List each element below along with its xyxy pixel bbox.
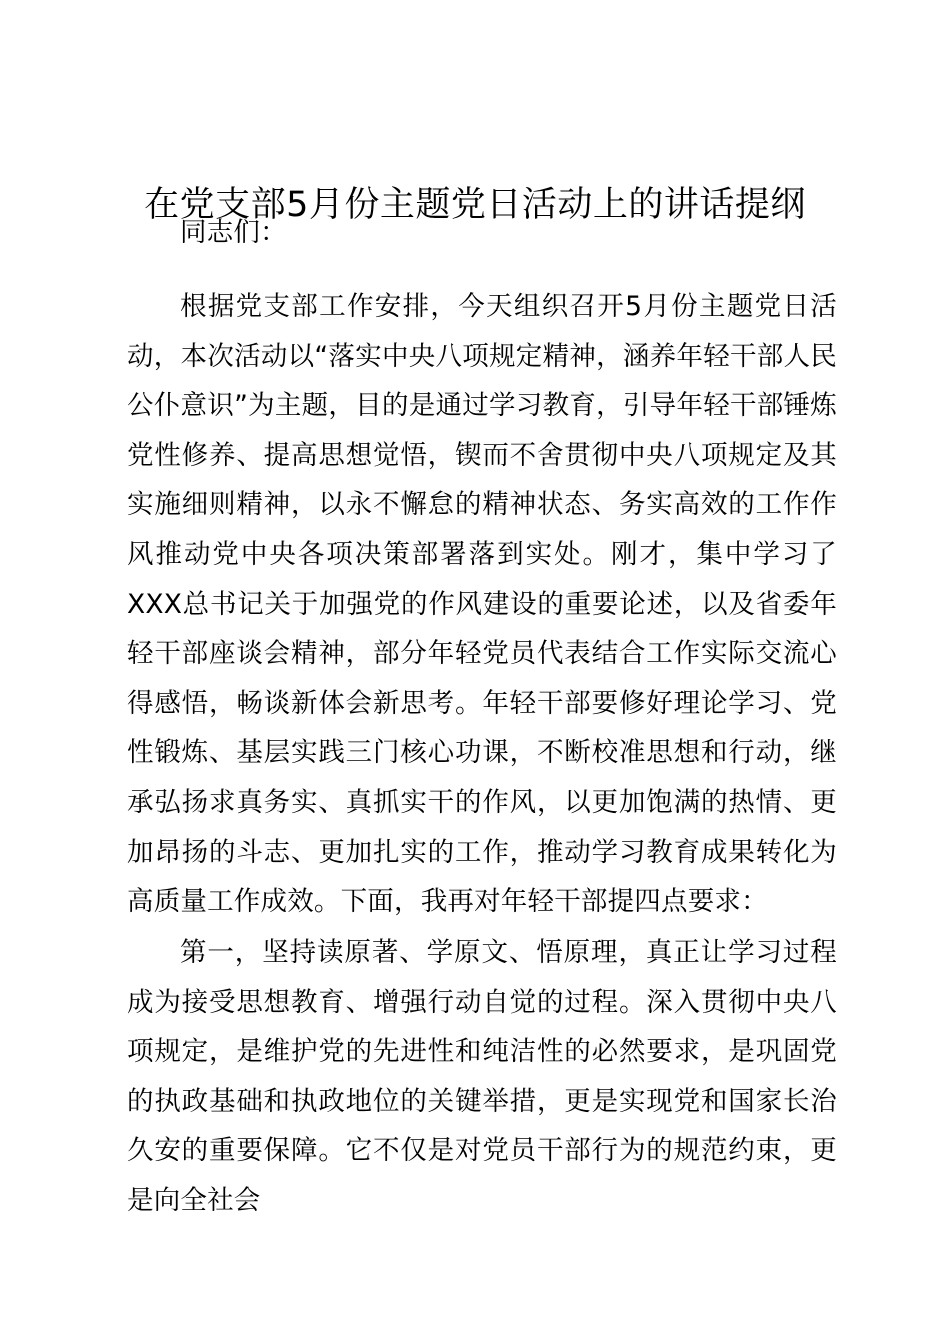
paragraph-2: 第一，坚持读原著、学原文、悟原理，真正让学习过程成为接受思想教育、增强行动自觉的过程。深入贯彻中央八项规定，是维护党的先进性和纯洁性的必然要求，是巩固党的执政基础和执政地位的关键举措，更是实现党和国家长治久安的重要保障。它不仅是对党员干部行为的规范约束，更是向全社会 [127,937,837,1216]
paragraph-block-1 [127,282,837,927]
document-title: 在党支部5月份主题党日活动上的讲话提纲 [144,185,806,225]
greeting: 同志们： [180,217,287,248]
greeting-block [127,208,837,258]
paragraph-1: 根据党支部工作安排，今天组织召开5月份主题党日活动，本次活动以“落实中央八项规定精神，涵养年轻干部人民公仆意识”为主题，目的是通过学习教育，引导年轻干部锤炼党性修养、提高思想觉悟，锲而不舍贯彻中央八项规定及其实施细则精神，以永不懈怠的精神状态、务实高效的工作作风推动党中央各项决策部署落到实处。刚才，集中学习了XXX总书记关于加强党的作风建设的重要论述，以及省委年轻干部座谈会精神，部分年轻党员代表结合工作实际交流心得感悟，畅谈新体会新思考。年轻干部要修好理论学习、党性锻炼、基层实践三门核心功课，不断校准思想和行动，继承弘扬求真务实、真抓实干的作风，以更加饱满的热情、更加昂扬的斗志、更加扎实的工作，推动学习教育成果转化为高质量工作成效。下面，我再对年轻干部提四点要求： [127,291,837,918]
paragraph-block-2 [127,928,837,1226]
